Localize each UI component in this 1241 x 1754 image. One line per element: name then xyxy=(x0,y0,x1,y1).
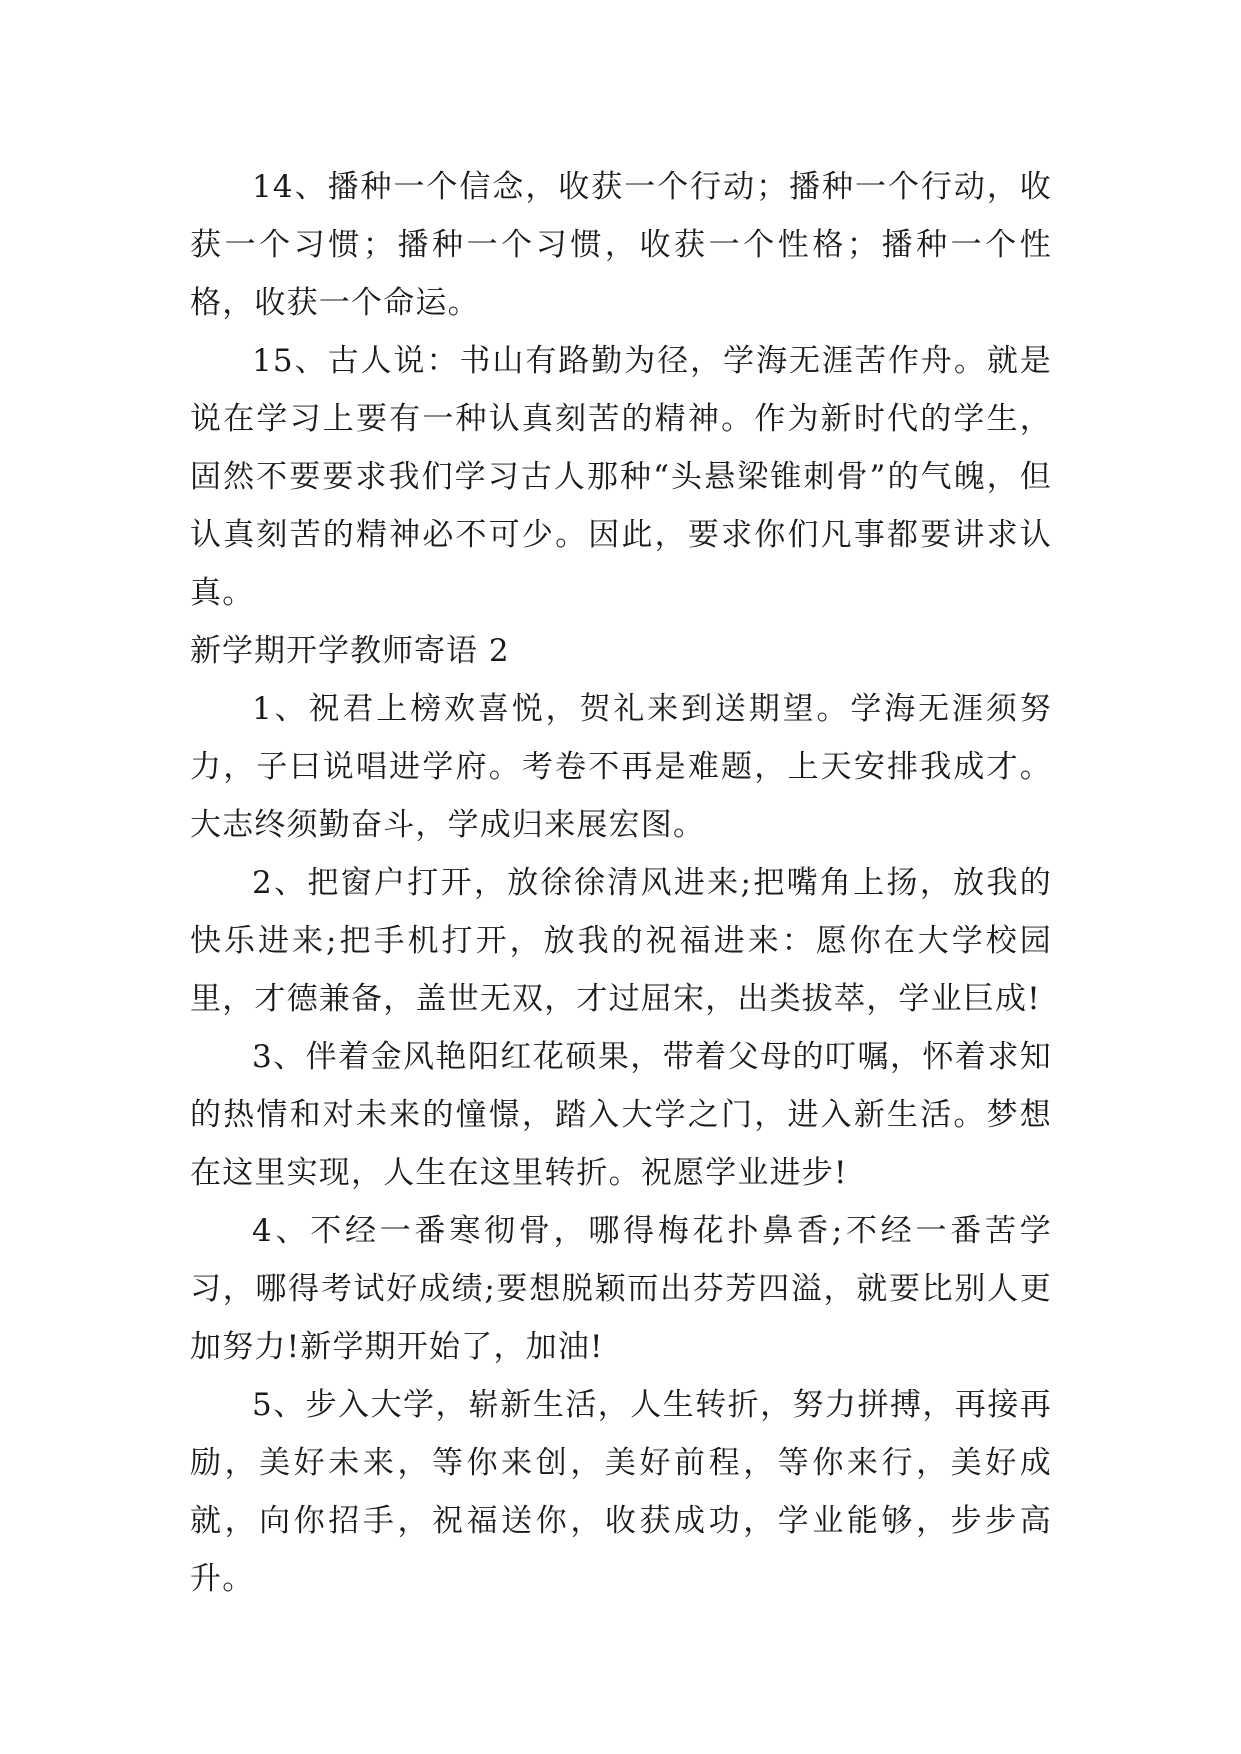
paragraph-15: 15、古人说：书山有路勤为径，学海无涯苦作舟。就是说在学习上要有一种认真刻苦的精神。作为新时代的学生，固然不要要求我们学习古人那种“头悬梁锥刺骨”的气魄，但认真刻苦的精神必不可少。因此，要求你们凡事都要讲求认真。 xyxy=(190,343,1052,611)
paragraph-14: 14、播种一个信念，收获一个行动；播种一个行动，收获一个习惯；播种一个习惯，收获一个性格；播种一个性格，收获一个命运。 xyxy=(190,169,1052,321)
paragraph-2: 2、把窗户打开，放徐徐清风进来;把嘴角上扬，放我的快乐进来;把手机打开，放我的祝福进来：愿你在大学校园里，才德兼备，盖世无双，才过屈宋，出类拔萃，学业巨成! xyxy=(190,865,1052,1017)
paragraph-5: 5、步入大学，崭新生活，人生转折，努力拼搏，再接再励，美好未来，等你来创，美好前程，等你来行，美好成就，向你招手，祝福送你，收获成功，学业能够，步步高升。 xyxy=(190,1387,1052,1597)
document-page xyxy=(190,158,1052,1608)
paragraph-4: 4、不经一番寒彻骨，哪得梅花扑鼻香;不经一番苦学习，哪得考试好成绩;要想脱颖而出芬芳四溢，就要比别人更加努力!新学期开始了，加油! xyxy=(190,1213,1052,1365)
paragraph-1: 1、祝君上榜欢喜悦，贺礼来到送期望。学海无涯须努力，子曰说唱进学府。考卷不再是难题，上天安排我成才。大志终须勤奋斗，学成归来展宏图。 xyxy=(190,691,1052,843)
section-heading: 新学期开学教师寄语 2 xyxy=(190,633,510,669)
paragraph-3: 3、伴着金风艳阳红花硕果，带着父母的叮嘱，怀着求知的热情和对未来的憧憬，踏入大学之门，进入新生活。梦想在这里实现，人生在这里转折。祝愿学业进步! xyxy=(190,1039,1052,1191)
